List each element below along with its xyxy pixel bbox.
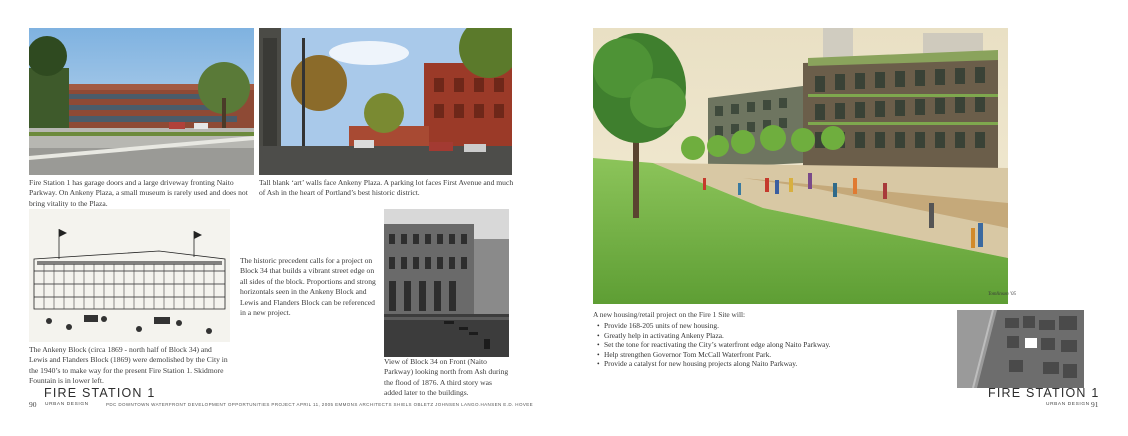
- ankeny-block-caption: The Ankeny Block (circa 1869 - north half of Block 34) and Lewis and Flanders Block (1869) were demolished by the City in the 1940’s to make way for the present Fire Station 1. Skidmore Fountain is in lower left.: [29, 345, 228, 386]
- list-item: • Set the tone for reactivating the City’s waterfront edge along Naito Parkway.: [597, 340, 927, 350]
- project-intro: A new housing/retail project on the Fire 1 Site will:: [593, 310, 746, 319]
- historic-precedent-text: The historic precedent calls for a project on Block 34 that builds a vibrant street edge on all sides of the block. Proportions and strong horizontals seen in the Ankeny Block and Lewis and Flanders Block can be referenced in a new project.: [240, 256, 376, 318]
- list-item: • Greatly help in activating Ankeny Plaza.: [597, 331, 927, 341]
- rendering-signature: Tomlinson '05: [988, 292, 1016, 297]
- aerial-site-map: [957, 310, 1084, 388]
- housing-rendering: [593, 28, 1008, 304]
- ankeny-plaza-photo: [259, 28, 512, 175]
- fire-station-photo: [29, 28, 254, 175]
- page-title: FIRE STATION 1: [988, 386, 1100, 400]
- right-page: [564, 0, 1128, 436]
- list-item: • Help strengthen Governor Tom McCall Waterfront Park.: [597, 350, 927, 360]
- fire-station-caption: Fire Station 1 has garage doors and a large driveway fronting Naito Parkway. On Ankeny Plaza, a small museum is rarely used and does not bring vitality to the Plaza.: [29, 178, 248, 208]
- page-number: 91: [1091, 400, 1099, 409]
- page-title: FIRE STATION 1: [44, 386, 156, 400]
- flood-1876-caption: View of Block 34 on Front (Naito Parkway) looking north from Ash during the flood of 1876. A third story was added later to the buildings.: [384, 357, 509, 398]
- page-subtitle: URBAN DESIGN: [1046, 402, 1090, 407]
- ankeny-block-engraving: [29, 209, 230, 342]
- ankeny-plaza-caption: Tall blank ‘art’ walls face Ankeny Plaza. A parking lot faces First Avenue and much of Ash in the heart of Portland’s best historic district.: [259, 178, 514, 198]
- project-footer: PDC DOWNTOWN WATERFRONT DEVELOPMENT OPPORTUNITIES PROJECT APRIL 11, 2005 EMMONS ARCHITECTS SHIELS OBLETZ JOHNSEN LANGO.HANSEN E.D. HOVEE: [106, 402, 534, 407]
- page-number: 90: [29, 400, 37, 409]
- list-item: • Provide 168-205 units of new housing.: [597, 321, 927, 331]
- project-goals-list: [597, 321, 927, 369]
- list-item: • Provide a catalyst for new housing projects along Naito Parkway.: [597, 359, 927, 369]
- flood-1876-photo: [384, 209, 509, 357]
- page-subtitle: URBAN DESIGN: [45, 402, 89, 407]
